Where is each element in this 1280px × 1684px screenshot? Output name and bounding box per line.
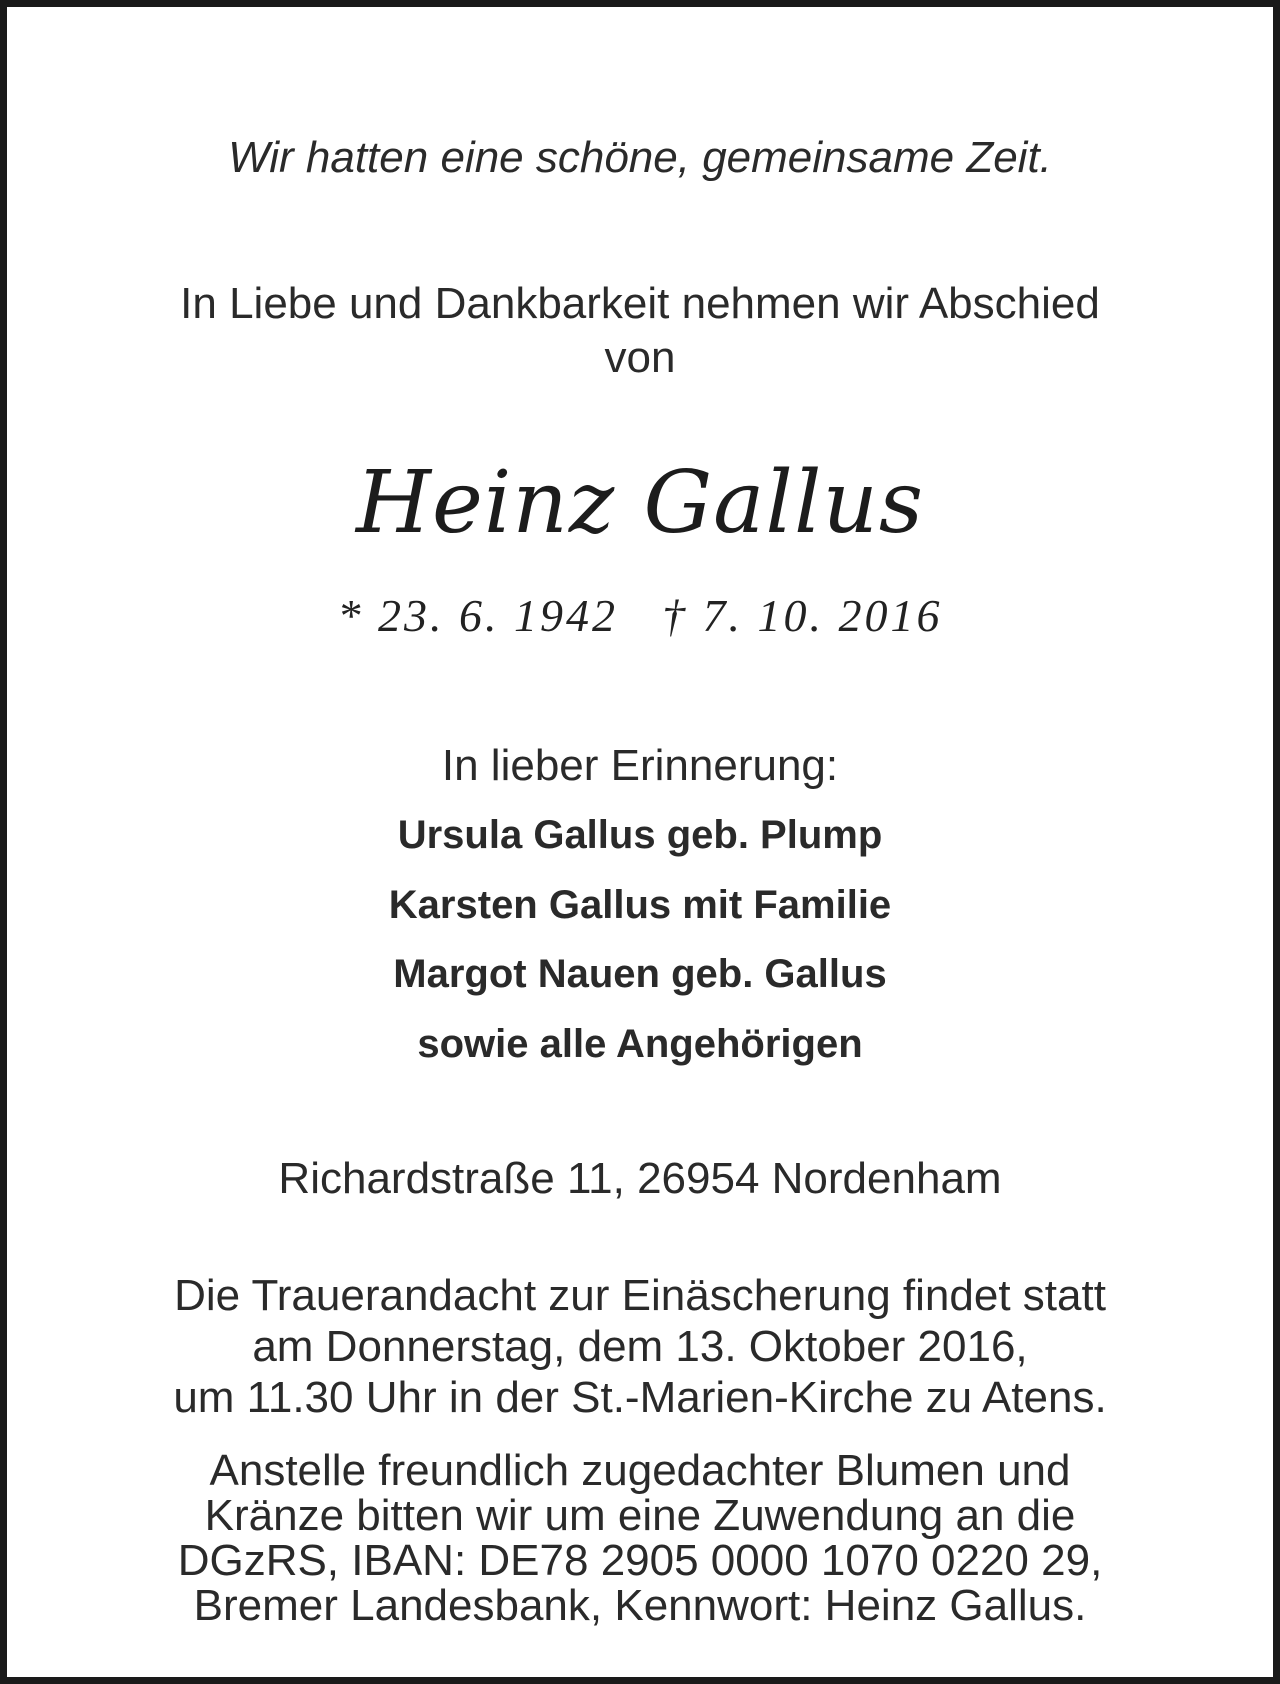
deceased-name: Heinz Gallus <box>356 453 924 553</box>
farewell-line-1: In Liebe und Dankbarkeit nehmen wir Abschied <box>180 279 1100 328</box>
remembrance-intro: In lieber Erinnerung: <box>441 741 839 790</box>
donation-request <box>7 1448 1273 1628</box>
service-announcement <box>7 1270 1273 1423</box>
donation-line: Anstelle freundlich zugedachter Blumen und <box>209 1446 1071 1495</box>
birth-date: * 23. 6. 1942 <box>337 590 618 641</box>
mourner-line: Ursula Gallus geb. Plump <box>397 813 883 857</box>
death-date: † 7. 10. 2016 <box>662 590 943 641</box>
farewell-line-2: von <box>604 333 676 382</box>
donation-line: Kränze bitten wir um eine Zuwendung an die <box>204 1491 1076 1540</box>
donation-line: DGzRS, IBAN: DE78 2905 0000 1070 0220 29, <box>177 1536 1103 1585</box>
service-line: um 11.30 Uhr in der St.-Marien-Kirche zu Atens. <box>173 1373 1107 1422</box>
address: Richardstraße 11, 26954 Nordenham <box>278 1154 1002 1203</box>
service-line: Die Trauerandacht zur Einäscherung findet statt <box>174 1271 1106 1320</box>
mourner-line: Margot Nauen geb. Gallus <box>393 952 887 996</box>
donation-line: Bremer Landesbank, Kennwort: Heinz Gallus. <box>193 1581 1087 1630</box>
service-line: am Donnerstag, dem 13. Oktober 2016, <box>252 1322 1028 1371</box>
mourner-line: Karsten Gallus mit Familie <box>388 883 892 927</box>
motto: Wir hatten eine schöne, gemeinsame Zeit. <box>228 133 1052 182</box>
mourner-line: sowie alle Angehörigen <box>417 1022 863 1066</box>
life-dates <box>7 589 1273 642</box>
